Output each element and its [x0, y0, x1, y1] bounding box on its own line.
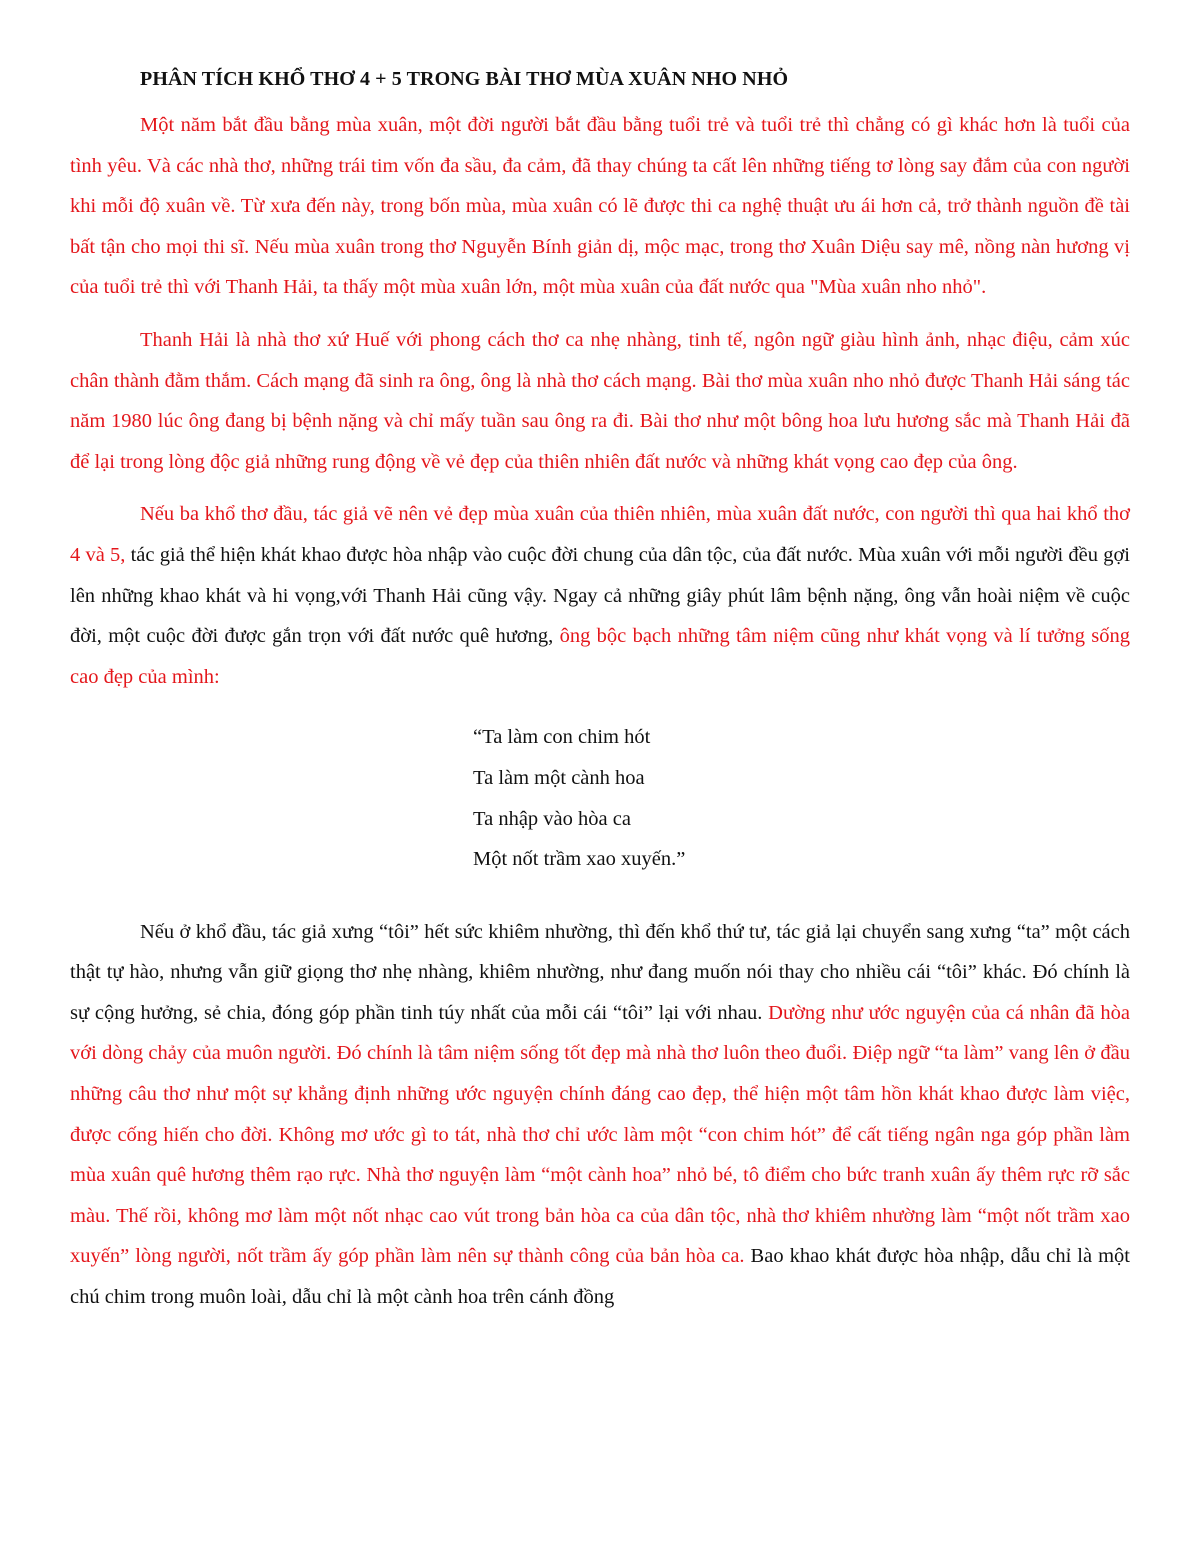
poem-line: Ta nhập vào hòa ca [473, 807, 631, 830]
paragraph-analysis [70, 912, 1130, 1318]
paragraph-transition [70, 494, 1130, 697]
paragraph-transition-red-start: Nếu ba khổ thơ đầu, tác giả vẽ nên vẻ đẹp mùa xuân của thiên nhiên, mùa xuân đất nước, con người thì qua hai khổ thơ 4 và 5, [70, 503, 1130, 566]
poem-quote [473, 717, 1130, 879]
paragraph-analysis-black-start: Nếu ở khổ đầu, tác giả xưng “tôi” hết sức khiêm nhường, thì đến khổ thứ tư, tác giả lại chuyển sang xưng “ta” một cách thật tự hào, nhưng vẫn giữ giọng thơ nhẹ nhàng, khiêm nhường, như đang muốn nói thay cho nhiều cái “tôi” khác. Đó chính là sự cộng hưởng, sẻ chia, đóng góp phần tinh túy nhất của mỗi cái “tôi” lại với nhau. [70, 920, 1130, 1024]
paragraph-author: Thanh Hải là nhà thơ xứ Huế với phong cách thơ ca nhẹ nhàng, tinh tế, ngôn ngữ giàu hình ảnh, nhạc điệu, cảm xúc chân thành đằm thắm. Cách mạng đã sinh ra ông, ông là nhà thơ cách mạng. Bài thơ mùa xuân nho nhỏ được Thanh Hải sáng tác năm 1980 lúc ông đang bị bệnh nặng và chỉ mấy tuần sau ông ra đi. Bài thơ như một bông hoa lưu hương sắc mà Thanh Hải đã để lại trong lòng độc giả những rung động về vẻ đẹp của thiên nhiên đất nước và những khát vọng cao đẹp của ông. [70, 328, 1130, 473]
document-page [70, 68, 1130, 1318]
paragraph-transition-red-end: ông bộc bạch những tâm niệm cũng như khát vọng và lí tưởng sống cao đẹp của mình: [70, 625, 1131, 688]
paragraph-analysis-black-end: Bao khao khát được hòa nhập, dẫu chỉ là một chú chim trong muôn loài, dẫu chỉ là một cành hoa trên cánh đồng [70, 1245, 1130, 1309]
paragraph-transition-black: tác giả thể hiện khát khao được hòa nhập vào cuộc đời chung của dân tộc, của đất nước. Mùa xuân với mỗi người đều gợi lên những khao khát và hi vọng,với Thanh Hải cũng vậy. Ngay cả những giây phút lâm bệnh nặng, ông vẫn hoài niệm về cuộc đời, một cuộc đời được gắn trọn với đất nước quê hương, [70, 543, 1130, 648]
poem-line: Ta làm một cành hoa [473, 766, 645, 789]
poem-line: Một nốt trầm xao xuyến.” [473, 848, 686, 871]
paragraph-introduction: Một năm bắt đầu bằng mùa xuân, một đời người bắt đầu bằng tuổi trẻ và tuổi trẻ thì chẳng có gì khác hơn là tuổi của tình yêu. Và các nhà thơ, những trái tim vốn đa sầu, đa cảm, đã thay chúng ta cất lên những tiếng tơ lòng say đắm của con người khi mỗi độ xuân về. Từ xưa đến này, trong bốn mùa, mùa xuân có lẽ được thi ca nghệ thuật ưu ái hơn cả, trở thành nguồn đề tài bất tận cho mọi thi sĩ. Nếu mùa xuân trong thơ Nguyễn Bính giản dị, mộc mạc, trong thơ Xuân Diệu say mê, nồng nàn hương vị của tuổi trẻ thì với Thanh Hải, ta thấy một mùa xuân lớn, một mùa xuân của đất nước qua "Mùa xuân nho nhỏ". [70, 114, 1130, 299]
poem-line: “Ta làm con chim hót [473, 726, 651, 749]
document-title: PHÂN TÍCH KHỔ THƠ 4 + 5 TRONG BÀI THƠ MÙA XUÂN NHO NHỎ [140, 68, 789, 90]
paragraph-analysis-red: Dường như ước nguyện của cá nhân đã hòa với dòng chảy của muôn người. Đó chính là tâm niệm sống tốt đẹp mà nhà thơ luôn theo đuổi. Điệp ngữ “ta làm” vang lên ở đầu những câu thơ như một sự khẳng định những ước nguyện chính đáng cao đẹp, thể hiện một tâm hồn khát khao được làm việc, được cống hiến cho đời. Không mơ ước gì to tát, nhà thơ chỉ ước làm một “con chim hót” để cất tiếng ngân nga góp phần làm mùa xuân quê hương thêm rạo rực. Nhà thơ nguyện làm “một cành hoa” nhỏ bé, tô điểm cho bức tranh xuân ấy thêm rực rỡ sắc màu. Thế rồi, không mơ làm một nốt nhạc cao vút trong bản hòa ca của dân tộc, nhà thơ khiêm nhường làm “một nốt trầm xao xuyến” lòng người, nốt trầm ấy góp phần làm nên sự thành công của bản hòa ca. [70, 1001, 1130, 1268]
